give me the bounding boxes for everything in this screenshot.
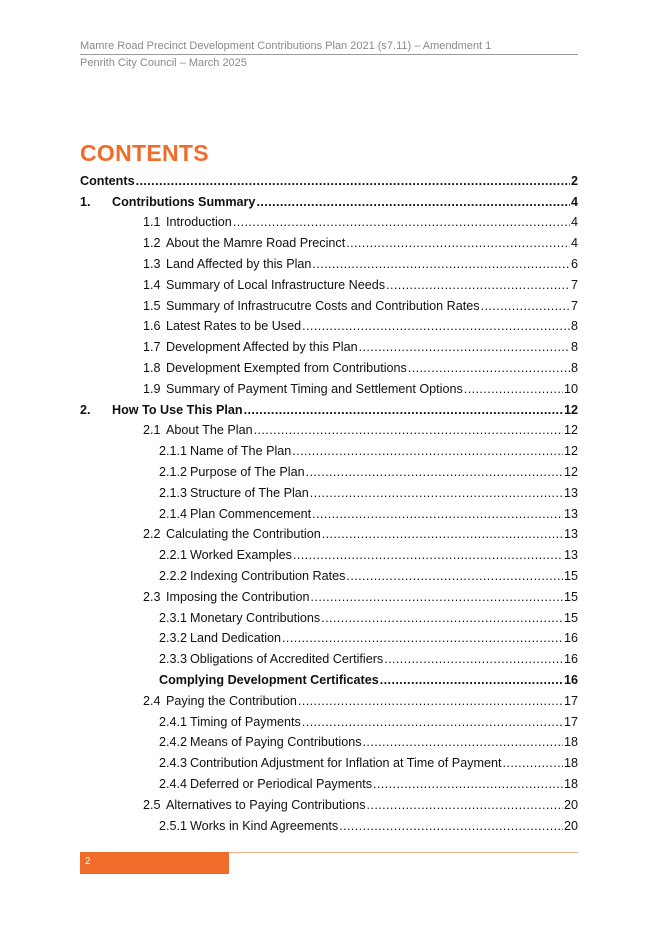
toc-leader-dots	[346, 236, 570, 251]
toc-entry-page: 2	[570, 173, 578, 188]
toc-entry-text: Calculating the Contribution	[166, 527, 321, 542]
toc-leader-dots	[346, 569, 563, 584]
toc-entry-number: 1.6	[143, 319, 161, 334]
toc-entry[interactable]	[80, 171, 578, 192]
toc-leader-dots	[322, 527, 563, 542]
toc-entry-page: 6	[570, 257, 578, 272]
toc-entry-page: 18	[563, 735, 578, 750]
toc-leader-dots	[136, 174, 570, 189]
toc-leader-dots	[306, 465, 563, 480]
toc-entry[interactable]	[80, 462, 578, 483]
toc-entry-number: 1.2	[143, 236, 161, 251]
running-header	[80, 39, 578, 70]
toc-entry-text: Means of Paying Contributions	[190, 735, 362, 750]
footer-page-number: 2	[85, 856, 91, 867]
toc-leader-dots	[302, 319, 570, 334]
toc-leader-dots	[464, 382, 563, 397]
toc-entry-number: 1.1	[143, 215, 161, 230]
toc-leader-dots	[311, 590, 563, 605]
toc-entry-page: 4	[570, 215, 578, 230]
toc-entry-text: Summary of Local Infrastructure Needs	[166, 277, 386, 292]
toc-entry-number: 2.4.1	[159, 714, 188, 729]
toc-entry-number: 2.4.3	[159, 756, 188, 771]
toc-leader-dots	[503, 756, 563, 771]
toc-leader-dots	[256, 195, 570, 210]
toc-entry-number: 2.2	[143, 527, 161, 542]
toc-entry-page: 4	[570, 236, 578, 251]
footer-rule	[228, 852, 578, 853]
page-title: CONTENTS	[80, 140, 209, 166]
toc-entry-page: 16	[563, 652, 578, 667]
toc-entry-text: How To Use This Plan	[112, 402, 243, 417]
toc-entry-page: 18	[563, 756, 578, 771]
toc-entry-text: Structure of The Plan	[190, 485, 309, 500]
toc-leader-dots	[312, 507, 563, 522]
toc-entry-text: Land Affected by this Plan	[166, 257, 312, 272]
toc-entry-text: Alternatives to Paying Contributions	[166, 797, 366, 812]
toc-entry-number: 2.4	[143, 693, 161, 708]
toc-entry-text: Contribution Adjustment for Inflation at Time of Payment	[190, 756, 502, 771]
toc-entry-number: 2.2.1	[159, 548, 188, 563]
toc-entry[interactable]	[80, 587, 578, 608]
toc-entry-text: Indexing Contribution Rates	[190, 569, 346, 584]
toc-entry-page: 13	[563, 548, 578, 563]
toc-leader-dots	[339, 819, 563, 834]
toc-entry-text: Introduction	[166, 215, 232, 230]
toc-entry-page: 13	[563, 506, 578, 521]
toc-entry-text: Contents	[80, 173, 135, 188]
toc-leader-dots	[408, 361, 570, 376]
toc-entry-page: 8	[570, 319, 578, 334]
toc-entry[interactable]	[80, 337, 578, 358]
toc-entry[interactable]	[80, 670, 578, 691]
toc-entry-page: 18	[563, 777, 578, 791]
toc-leader-dots	[380, 673, 563, 688]
toc-leader-dots	[310, 486, 563, 501]
toc-entry-number: 2.3.2	[159, 631, 188, 646]
toc-entry-number: 2.3.3	[159, 652, 188, 667]
toc-entry-text: Development Exempted from Contributions	[166, 361, 407, 376]
toc-entry-number: 2.1.1	[159, 444, 188, 459]
toc-leader-dots	[302, 715, 563, 730]
toc-entry-text: Plan Commencement	[190, 506, 312, 521]
toc-entry-page: 13	[563, 485, 578, 500]
toc-entry[interactable]	[80, 774, 578, 795]
toc-entry-page: 12	[563, 402, 578, 417]
toc-entry[interactable]	[80, 691, 578, 712]
toc-entry-page: 17	[563, 714, 578, 729]
toc-entry-number: 2.3.1	[159, 610, 188, 625]
toc-entry-text: About The Plan	[166, 423, 253, 438]
toc-entry-page: 7	[570, 277, 578, 292]
toc-entry-text: Name of The Plan	[190, 444, 292, 459]
toc-entry-text: Timing of Payments	[190, 714, 301, 729]
toc-entry-page: 12	[563, 465, 578, 480]
toc-entry[interactable]	[80, 358, 578, 379]
toc-entry[interactable]	[80, 733, 578, 754]
toc-entry-number: 2.4.2	[159, 735, 188, 750]
toc-leader-dots	[233, 215, 570, 230]
toc-entry-page: 15	[563, 589, 578, 604]
toc-entry-number: 1.4	[143, 277, 161, 292]
toc-entry-number: 2.2.2	[159, 569, 188, 584]
toc-entry-number: 1.8	[143, 361, 161, 376]
toc-entry-number: 1.5	[143, 298, 161, 313]
toc-entry[interactable]	[80, 608, 578, 629]
toc-leader-dots	[244, 403, 563, 418]
toc-entry[interactable]	[80, 421, 578, 442]
toc-entry[interactable]	[80, 753, 578, 774]
toc-entry-text: Imposing the Contribution	[166, 589, 310, 604]
toc-entry[interactable]	[80, 525, 578, 546]
toc-entry-number: 2.	[80, 402, 91, 417]
toc-entry-text: Summary of Payment Timing and Settlement Options	[166, 381, 463, 396]
footer-page-badge	[80, 852, 229, 874]
toc-entry[interactable]	[80, 275, 578, 296]
toc-leader-dots	[384, 652, 563, 667]
toc-entry-text: Worked Examples	[190, 548, 292, 563]
toc-entry-page: 20	[563, 797, 578, 812]
toc-entry[interactable]	[80, 400, 578, 421]
toc-entry-text: Deferred or Periodical Payments	[190, 777, 372, 791]
toc-entry-page: 4	[570, 194, 578, 209]
toc-entry-number: 2.1	[143, 423, 161, 438]
toc-entry[interactable]	[80, 213, 578, 234]
toc-entry-page: 17	[563, 693, 578, 708]
toc-entry-text: Contributions Summary	[112, 194, 256, 209]
toc-leader-dots	[312, 257, 570, 272]
toc-leader-dots	[292, 444, 563, 459]
toc-entry-text: Complying Development Certificates	[159, 673, 379, 688]
toc-entry-page: 13	[563, 527, 578, 542]
toc-entry[interactable]	[80, 649, 578, 670]
toc-entry[interactable]	[80, 712, 578, 733]
toc-entry-text: Land Dedication	[190, 631, 282, 646]
toc-entry-text: Development Affected by this Plan	[166, 340, 358, 355]
toc-entry-page: 10	[563, 381, 578, 396]
toc-entry-page: 8	[570, 340, 578, 355]
toc-leader-dots	[282, 631, 563, 646]
toc-leader-dots	[359, 340, 570, 355]
toc-entry[interactable]	[80, 233, 578, 254]
table-of-contents	[80, 171, 578, 837]
header-document-title: Mamre Road Precinct Development Contributions Plan 2021 (s7.11) – Amendment 1	[80, 39, 578, 55]
toc-entry[interactable]	[80, 816, 578, 837]
toc-entry-page: 12	[563, 444, 578, 459]
header-council-date: Penrith City Council – March 2025	[80, 57, 247, 69]
toc-entry-number: 2.4.4	[159, 777, 188, 791]
toc-entry-number: 2.5.1	[159, 818, 188, 833]
toc-entry[interactable]	[80, 254, 578, 275]
toc-entry-text: Obligations of Accredited Certifiers	[190, 652, 384, 667]
toc-entry-page: 12	[563, 423, 578, 438]
toc-entry[interactable]	[80, 296, 578, 317]
toc-leader-dots	[386, 278, 570, 293]
toc-entry-number: 1.7	[143, 340, 161, 355]
toc-entry-page: 15	[563, 569, 578, 584]
toc-entry-text: Monetary Contributions	[190, 610, 321, 625]
toc-entry-number: 2.5	[143, 797, 161, 812]
toc-entry-number: 2.1.4	[159, 506, 188, 521]
toc-leader-dots	[363, 735, 563, 750]
toc-entry-page: 16	[563, 673, 578, 688]
toc-entry[interactable]	[80, 317, 578, 338]
toc-entry-number: 2.3	[143, 589, 161, 604]
toc-entry-text: Works in Kind Agreements	[190, 818, 339, 833]
toc-entry-page: 15	[563, 610, 578, 625]
toc-entry[interactable]	[80, 566, 578, 587]
toc-entry-text: Summary of Infrastrucutre Costs and Contribution Rates	[166, 298, 480, 313]
toc-entry-number: 1.	[80, 194, 91, 209]
toc-entry[interactable]	[80, 545, 578, 566]
toc-entry-text: Purpose of The Plan	[190, 465, 305, 480]
toc-leader-dots	[293, 548, 563, 563]
toc-entry-page: 16	[563, 631, 578, 646]
toc-entry[interactable]	[80, 629, 578, 650]
toc-entry[interactable]	[80, 379, 578, 400]
toc-leader-dots	[373, 777, 563, 792]
toc-leader-dots	[481, 299, 570, 314]
toc-entry-number: 2.1.2	[159, 465, 188, 480]
toc-leader-dots	[298, 694, 563, 709]
toc-entry-page: 7	[570, 298, 578, 313]
toc-entry-text: About the Mamre Road Precinct	[166, 236, 346, 251]
toc-entry[interactable]	[80, 441, 578, 462]
toc-entry[interactable]	[80, 795, 578, 816]
toc-entry-text: Latest Rates to be Used	[166, 319, 302, 334]
toc-entry-page: 20	[563, 818, 578, 833]
toc-entry-text: Paying the Contribution	[166, 693, 297, 708]
toc-entry[interactable]	[80, 192, 578, 213]
toc-entry-number: 2.1.3	[159, 485, 188, 500]
toc-entry-page: 8	[570, 361, 578, 376]
toc-entry[interactable]	[80, 504, 578, 525]
toc-leader-dots	[321, 611, 563, 626]
toc-leader-dots	[254, 423, 563, 438]
toc-leader-dots	[367, 798, 563, 813]
toc-entry-number: 1.9	[143, 381, 161, 396]
toc-entry-number: 1.3	[143, 257, 161, 272]
toc-entry[interactable]	[80, 483, 578, 504]
